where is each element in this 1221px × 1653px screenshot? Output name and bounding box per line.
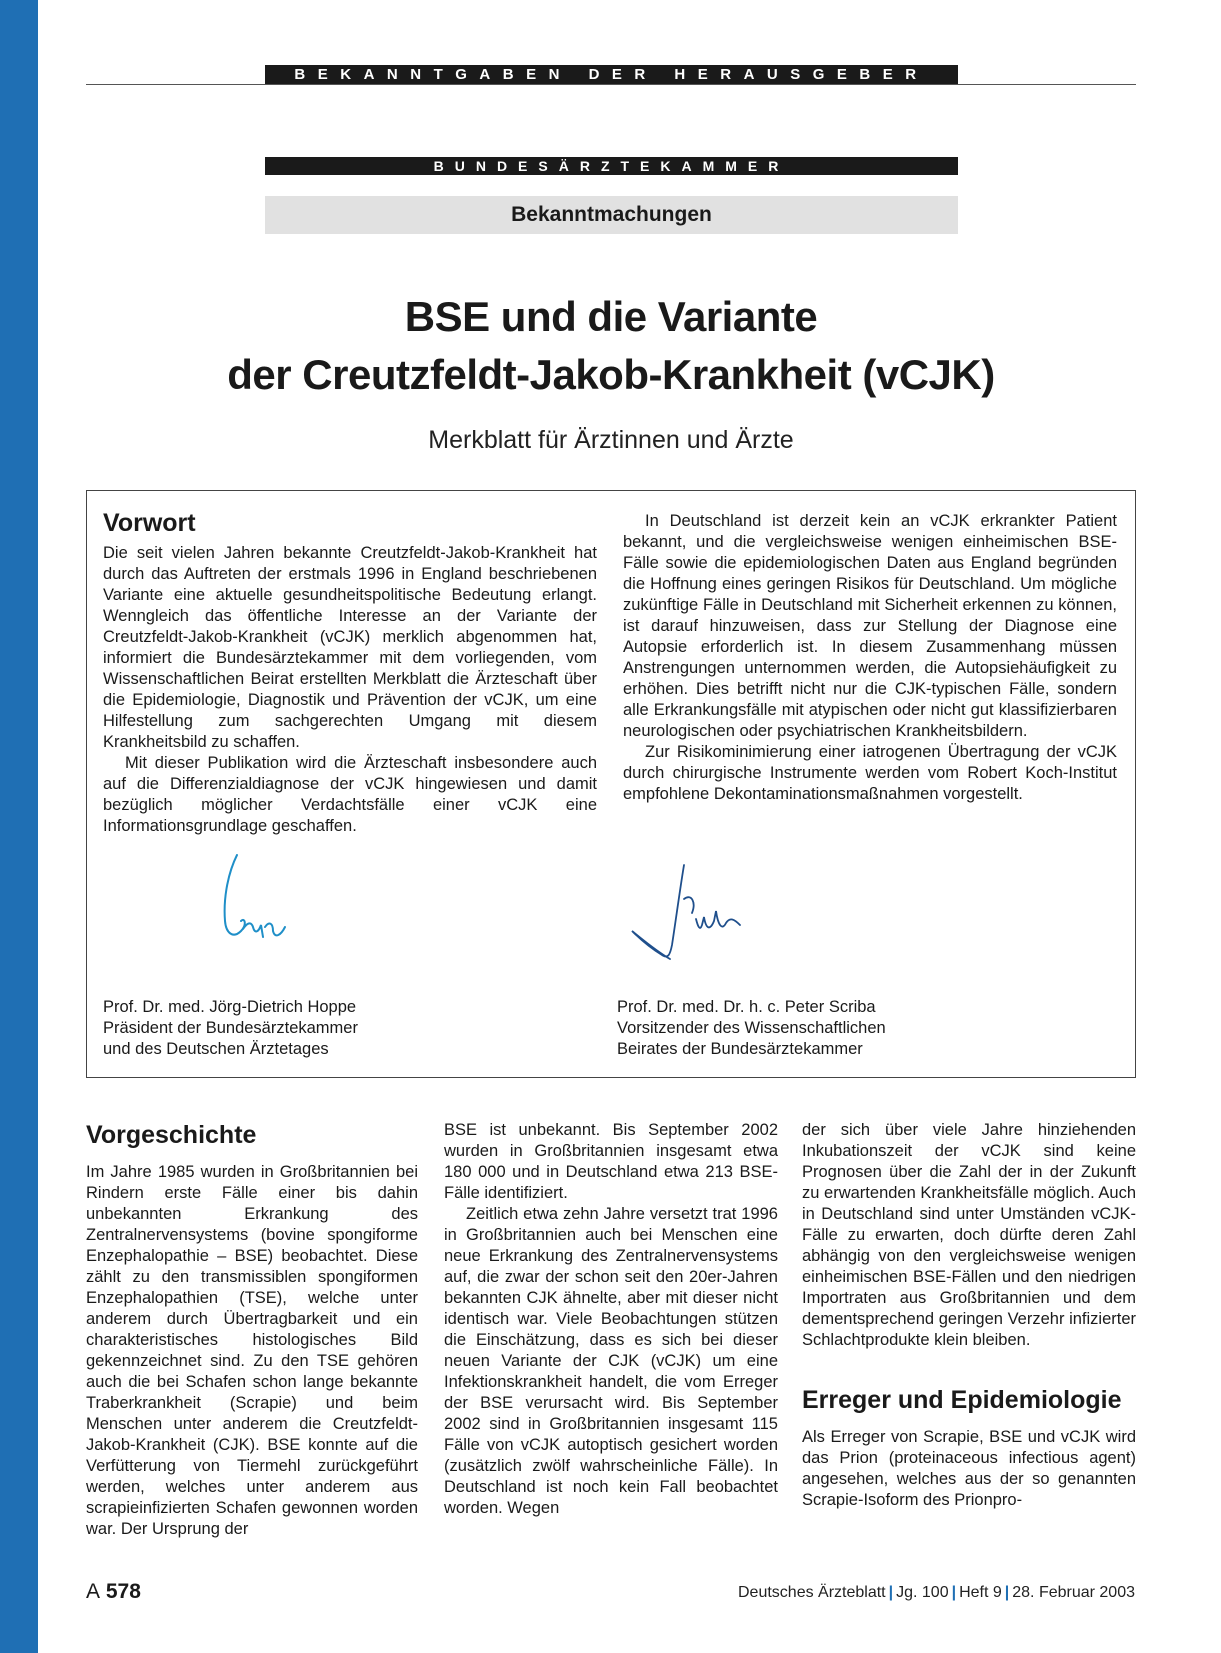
journal-issue: Heft 9 [959, 1584, 1002, 1601]
title-line-2: der Creutzfeldt-Jakob-Krankheit (vCJK) [227, 351, 995, 398]
section-banner: BEKANNTGABEN DER HERAUSGEBER [265, 65, 958, 85]
journal-name: Deutsches Ärzteblatt [738, 1584, 886, 1601]
vorwort-heading: Vorwort [103, 509, 196, 537]
journal-date: 28. Februar 2003 [1012, 1584, 1135, 1601]
category-banner: Bekanntmachungen [265, 196, 958, 234]
page-prefix: A [86, 1580, 101, 1603]
separator: | [888, 1584, 894, 1601]
signer-right [617, 997, 1087, 1060]
vorwort-paragraph: Die seit vielen Jahren bekannte Creutzfeldt-Jakob-Krankheit hat durch das Auftreten der erstmals 1996 in England beschriebenen Variante eine aktuelle gesundheitspolitische Bedeutung erlangt. Wenngleich das öffentliche Interesse an der Variante der Creutzfeldt-Jakob-Krankheit (vCJK) merklich abgenommen hat, informiert die Bundesärztekammer mit dem vorliegenden, vom Wissenschaftlichen Beirat erstellten Merkblatt die Ärzteschaft über die Epidemiologie, Diagnostik und Prävention der vCJK, um eine Hilfestellung zum sachgerechten Umgang mit diesem Krankheitsbild zu schaffen. [103, 544, 597, 751]
body-column-3 [802, 1120, 1136, 1511]
vorwort-paragraph: Mit dieser Publikation wird die Ärzteschaft insbesondere auch auf die Differenzialdiagnose der vCJK hingewiesen und damit bezüglich möglicher Verdachtsfälle einer vCJK eine Informationsgrundlage geschaffen. [103, 754, 597, 835]
signer-role: Präsident der Bundesärztekammer [103, 1019, 358, 1037]
page-number-value: 578 [105, 1580, 141, 1603]
signer-role: Vorsitzender des Wissenschaftlichen [617, 1019, 886, 1037]
signature-hoppe [207, 851, 307, 951]
side-color-bar [0, 0, 38, 1653]
vorwort-left-column [103, 543, 597, 837]
article-subtitle: Merkblatt für Ärztinnen und Ärzte [428, 426, 794, 454]
body-paragraph: Als Erreger von Scrapie, BSE und vCJK wird das Prion (proteinaceous infectious agent) angesehen, welches aus der so genannten Scrapie-Isoform des Prionpro- [802, 1428, 1136, 1509]
signature-scriba [622, 859, 752, 969]
journal-volume: Jg. 100 [896, 1584, 949, 1601]
signer-role: und des Deutschen Ärztetages [103, 1040, 329, 1058]
vorgeschichte-heading: Vorgeschichte [86, 1121, 257, 1149]
vorwort-right-column [623, 511, 1117, 805]
body-paragraph: Im Jahre 1985 wurden in Großbritannien bei Rindern erste Fälle einer bis dahin unbekannten Erkrankung des Zentralnervensystems (bovine spongiforme Enzephalopathie – BSE) beobachtet. Diese zählt zu den transmissiblen spongiformen Enzephalopathien (TSE), welche unter anderem durch Übertragbarkeit und ein charakteristisches histologisches Bild gekennzeichnet sind. Zu den TSE gehören auch die bei Schafen schon lange bekannte Traberkrankheit (Scrapie) und beim Menschen unter anderem die Creutzfeldt-Jakob-Krankheit (CJK). BSE konnte auf die Verfütterung von Tiermehl zurückgeführt werden, welches unter anderem aus scrapieinfizierten Schafen gewonnen worden war. Der Ursprung der [86, 1163, 418, 1538]
article-title [86, 288, 1136, 404]
body-paragraph: der sich über viele Jahre hinziehenden Inkubationszeit der vCJK sind keine Prognosen über die Zahl der in der Zukunft zu erwartenden Krankheitsfälle möglich. Auch in Deutschland sind unter Umständen vCJK-Fälle zu erwarten, doch dürfte deren Zahl abhängig von den vergleichsweise wenigen einheimischen BSE-Fällen und den niedrigen Importraten aus Großbritannien und dem dementsprechend geringen Verzehr infizierter Schlachtprodukte klein bleiben. [802, 1121, 1136, 1349]
body-paragraph: BSE ist unbekannt. Bis September 2002 wurden in Großbritannien insgesamt etwa 180 000 und in Deutschland etwa 213 BSE-Fälle identifiziert. [444, 1121, 778, 1202]
header-rule [86, 84, 1136, 85]
publisher-banner: BUNDESÄRZTEKAMMER [265, 157, 958, 175]
signer-name: Prof. Dr. med. Jörg-Dietrich Hoppe [103, 998, 357, 1016]
separator: | [1004, 1584, 1010, 1601]
vorwort-box [86, 490, 1136, 1078]
vorwort-paragraph: In Deutschland ist derzeit kein an vCJK erkrankter Patient bekannt, und die vergleichsweise wenigen einheimischen BSE-Fälle sowie die epidemiologischen Daten aus England begründen die Hoffnung eines geringen Risikos für Deutschland. Um mögliche zukünftige Fälle in Deutschland mit Sicherheit erkennen zu können, ist darauf hinzuweisen, dass zur Stellung der Diagnose eine Autopsie erforderlich ist. In diesem Zusammenhang müssen Anstrengungen unternommen werden, die Autopsiehäufigkeit zu erhöhen. Dies betrifft nicht nur die CJK-typischen Fälle, sondern alle Erkrankungsfälle mit atypischen oder nicht gut klassifizierbaren neurologischen oder psychiatrischen Krankheitsbildern. [623, 512, 1117, 740]
title-line-1: BSE und die Variante [404, 293, 818, 340]
erreger-heading: Erreger und Epidemiologie [802, 1386, 1122, 1414]
body-column-1 [86, 1162, 418, 1540]
page-number [86, 1580, 141, 1604]
separator: | [951, 1584, 957, 1601]
journal-citation [738, 1584, 1135, 1602]
signer-name: Prof. Dr. med. Dr. h. c. Peter Scriba [617, 998, 876, 1016]
signer-role: Beirates der Bundesärztekammer [617, 1040, 863, 1058]
vorwort-paragraph: Zur Risikominimierung einer iatrogenen Übertragung der vCJK durch chirurgische Instrumente werden vom Robert Koch-Institut empfohlene Dekontaminationsmaßnahmen vorgestellt. [623, 743, 1117, 803]
signer-left [103, 997, 573, 1060]
body-paragraph: Zeitlich etwa zehn Jahre versetzt trat 1996 in Großbritannien auch bei Menschen eine neue Erkrankung des Zentralnervensystems auf, die zwar der schon seit den 20er-Jahren bekannten CJK ähnelte, aber mit dieser nicht identisch war. Viele Beobachtungen stützen die Einschätzung, dass es sich bei dieser neuen Variante der CJK (vCJK) um eine Infektionskrankheit handelt, die vom Erreger der BSE verursacht wird. Bis September 2002 sind in Großbritannien insgesamt 115 Fälle von vCJK autoptisch gesichert worden (zusätzlich zwölf wahrscheinliche Fälle). In Deutschland ist noch kein Fall beobachtet worden. Wegen [444, 1205, 778, 1517]
body-column-2 [444, 1120, 778, 1519]
